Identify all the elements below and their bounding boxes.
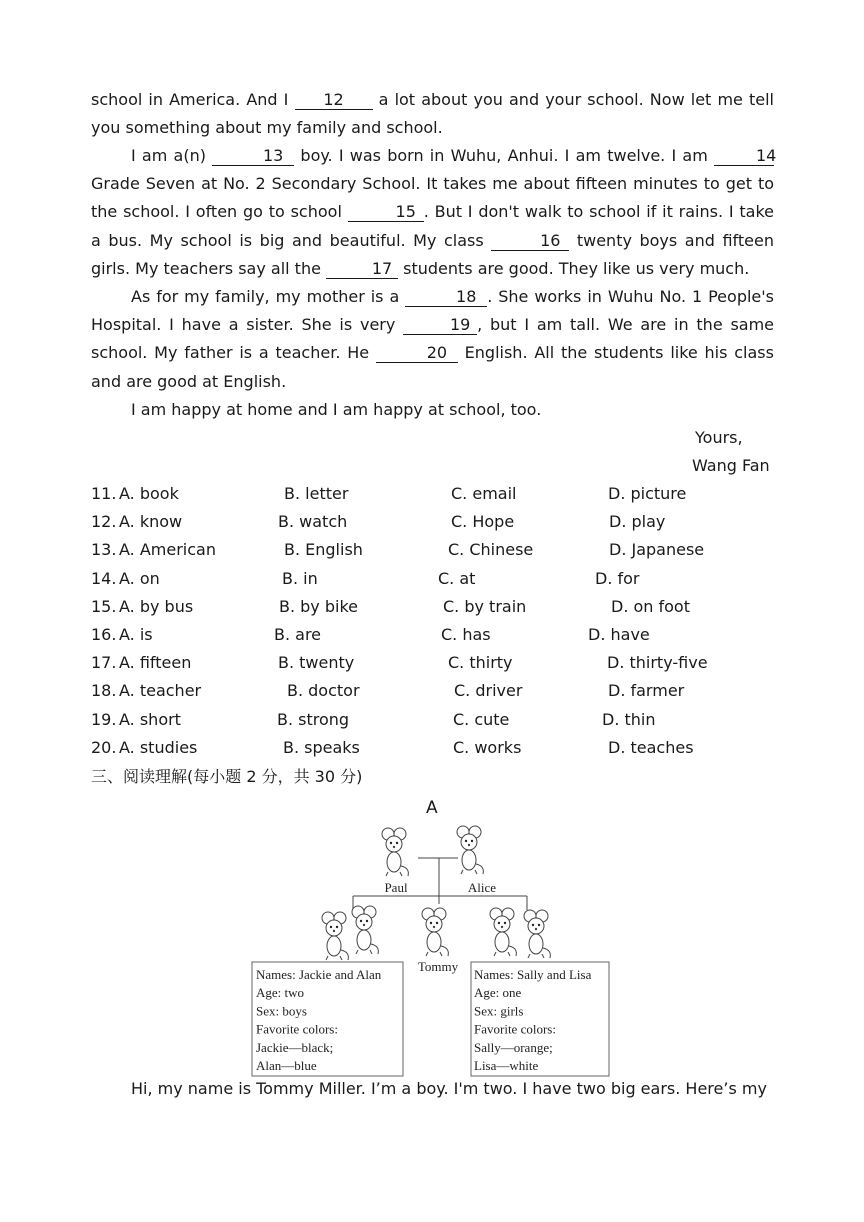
question-number: 19. — [91, 709, 117, 729]
question-number: 14. — [91, 568, 117, 588]
option-a[interactable]: A. by bus — [119, 596, 194, 616]
passage-text: As for my family, my mother is a — [131, 287, 400, 306]
option-a[interactable]: A. fifteen — [119, 653, 192, 673]
mouse-sally-icon — [490, 908, 516, 956]
option-a[interactable]: A. is — [119, 625, 153, 644]
passage-paragraph-4: I am happy at home and I am happy at school, too. — [131, 400, 542, 419]
option-c[interactable]: C. thirty — [448, 653, 513, 673]
passage-paragraph-1 — [91, 86, 774, 142]
option-b[interactable]: B. doctor — [287, 681, 360, 701]
passage-a-first-line: Hi, my name is Tommy Miller. I’m a boy. I'm two. I have two big ears. Here’s my — [131, 1079, 767, 1098]
passage-text: Grade Seven at No. 2 Secondary School. It takes me about fifteen minutes to get to the school. I often go to school — [91, 174, 774, 222]
blank-17: 17 — [326, 259, 398, 279]
question-number: 15. — [91, 596, 117, 616]
info-box-line: Sex: boys — [256, 1003, 307, 1019]
blank-20: 20 — [376, 343, 458, 363]
blank-16: 16 — [491, 231, 569, 251]
option-c[interactable]: C. cute — [453, 709, 510, 729]
mouse-tommy-icon — [422, 908, 448, 956]
option-d[interactable]: D. teaches — [608, 737, 694, 757]
blank-15: 15 — [348, 202, 424, 222]
info-box-line: Sex: girls — [474, 1003, 524, 1019]
option-d[interactable]: D. play — [609, 512, 666, 532]
passage-text: a lot about you and your school. Now let me tell you something about my family and school. — [91, 90, 774, 138]
option-a[interactable]: A. teacher — [119, 681, 202, 701]
info-box-line: Names: Jackie and Alan — [256, 967, 382, 982]
info-box-line: Age: two — [256, 985, 305, 1001]
option-a[interactable]: A. American — [119, 540, 216, 560]
letter-closing: Yours, — [695, 428, 743, 447]
option-c[interactable]: C. Chinese — [448, 540, 534, 560]
question-number: 11. — [91, 484, 117, 503]
passage-text: . She works in Wuhu No. 1 People's Hospital. I have a sister. She is very — [91, 287, 774, 335]
mouse-alice-icon — [457, 826, 483, 874]
option-d[interactable]: D. picture — [608, 484, 687, 503]
option-c[interactable]: C. Hope — [451, 512, 515, 532]
option-d[interactable]: D. for — [595, 568, 640, 588]
option-b[interactable]: B. watch — [278, 512, 348, 532]
section-title: 三、阅读理解(每小题 2 分，共 30 分) — [91, 767, 363, 786]
blank-14: 14 — [714, 146, 774, 166]
question-number: 16. — [91, 625, 117, 644]
info-box-line: Sally—orange; — [474, 1039, 553, 1055]
info-box-line: Alan—blue — [256, 1058, 317, 1073]
option-d[interactable]: D. on foot — [611, 596, 690, 616]
question-number: 12. — [91, 512, 117, 532]
info-box-line: Names: Sally and Lisa — [474, 967, 592, 982]
option-c[interactable]: C. by train — [443, 596, 527, 616]
option-b[interactable]: B. are — [274, 625, 322, 644]
option-a[interactable]: A. book — [119, 484, 179, 503]
mouse-alan-icon — [352, 906, 378, 954]
info-box-line: Age: one — [474, 985, 522, 1001]
option-d[interactable]: D. farmer — [608, 681, 685, 701]
question-number: 20. — [91, 737, 117, 757]
passage-text: English. All the students like his class and are good at English. — [91, 343, 774, 391]
child-name-tommy: Tommy — [417, 959, 459, 974]
option-b[interactable]: B. in — [282, 568, 318, 588]
option-d[interactable]: D. thin — [602, 709, 656, 729]
letter-signature: Wang Fan — [692, 456, 770, 475]
blank-12: 12 — [295, 90, 373, 110]
option-d[interactable]: D. Japanese — [609, 540, 705, 560]
mouse-paul-icon — [382, 828, 408, 876]
question-number: 17. — [91, 653, 117, 673]
option-d[interactable]: D. have — [588, 625, 650, 644]
option-c[interactable]: C. driver — [454, 681, 523, 701]
option-b[interactable]: B. strong — [277, 709, 350, 729]
question-number: 13. — [91, 540, 117, 560]
passage-paragraph-3 — [91, 283, 774, 396]
info-box-line: Lisa—white — [474, 1058, 539, 1073]
passage-paragraph-2 — [91, 142, 777, 283]
parent-name-paul: Paul — [384, 880, 408, 895]
option-b[interactable]: B. twenty — [278, 653, 355, 673]
option-c[interactable]: C. has — [441, 625, 491, 644]
parent-name-alice: Alice — [467, 880, 497, 895]
option-b[interactable]: B. English — [284, 540, 363, 560]
passage-text: boy. I was born in Wuhu, Anhui. I am twelve. I am — [300, 146, 708, 165]
passage-text: . But I don't walk to school if it rains. I take a bus. My school is big and beautiful. My class — [91, 202, 774, 250]
option-c[interactable]: C. email — [451, 484, 517, 503]
option-d[interactable]: D. thirty-five — [607, 653, 708, 673]
family-tree-diagram — [250, 822, 614, 1080]
option-c[interactable]: C. works — [453, 737, 522, 757]
passage-text: students are good. They like us very much. — [403, 258, 750, 278]
blank-13: 13 — [212, 146, 294, 166]
option-b[interactable]: B. letter — [284, 484, 349, 503]
info-box-line: Jackie—black; — [256, 1039, 334, 1055]
passage-text: school in America. And I — [91, 90, 289, 109]
mouse-jackie-icon — [322, 912, 348, 960]
blank-19: 19 — [403, 315, 477, 335]
passage-label: A — [426, 798, 438, 818]
passage-text: , but I am tall. We are in the same school. My father is a teacher. He — [91, 315, 775, 363]
option-b[interactable]: B. by bike — [279, 596, 358, 616]
passage-text: twenty boys and fifteen girls. My teachers say all the — [91, 230, 774, 278]
blank-18: 18 — [405, 287, 487, 307]
option-b[interactable]: B. speaks — [283, 737, 360, 757]
option-a[interactable]: A. on — [119, 568, 160, 588]
option-a[interactable]: A. short — [119, 709, 181, 729]
mouse-lisa-icon — [524, 910, 550, 958]
passage-text: I am a(n) — [131, 146, 206, 165]
info-box-line: Favorite colors: — [474, 1021, 556, 1037]
option-c[interactable]: C. at — [438, 568, 476, 588]
option-a[interactable]: A. studies — [119, 737, 198, 757]
question-number: 18. — [91, 681, 117, 701]
option-a[interactable]: A. know — [119, 512, 183, 532]
info-box-line: Favorite colors: — [256, 1021, 338, 1037]
